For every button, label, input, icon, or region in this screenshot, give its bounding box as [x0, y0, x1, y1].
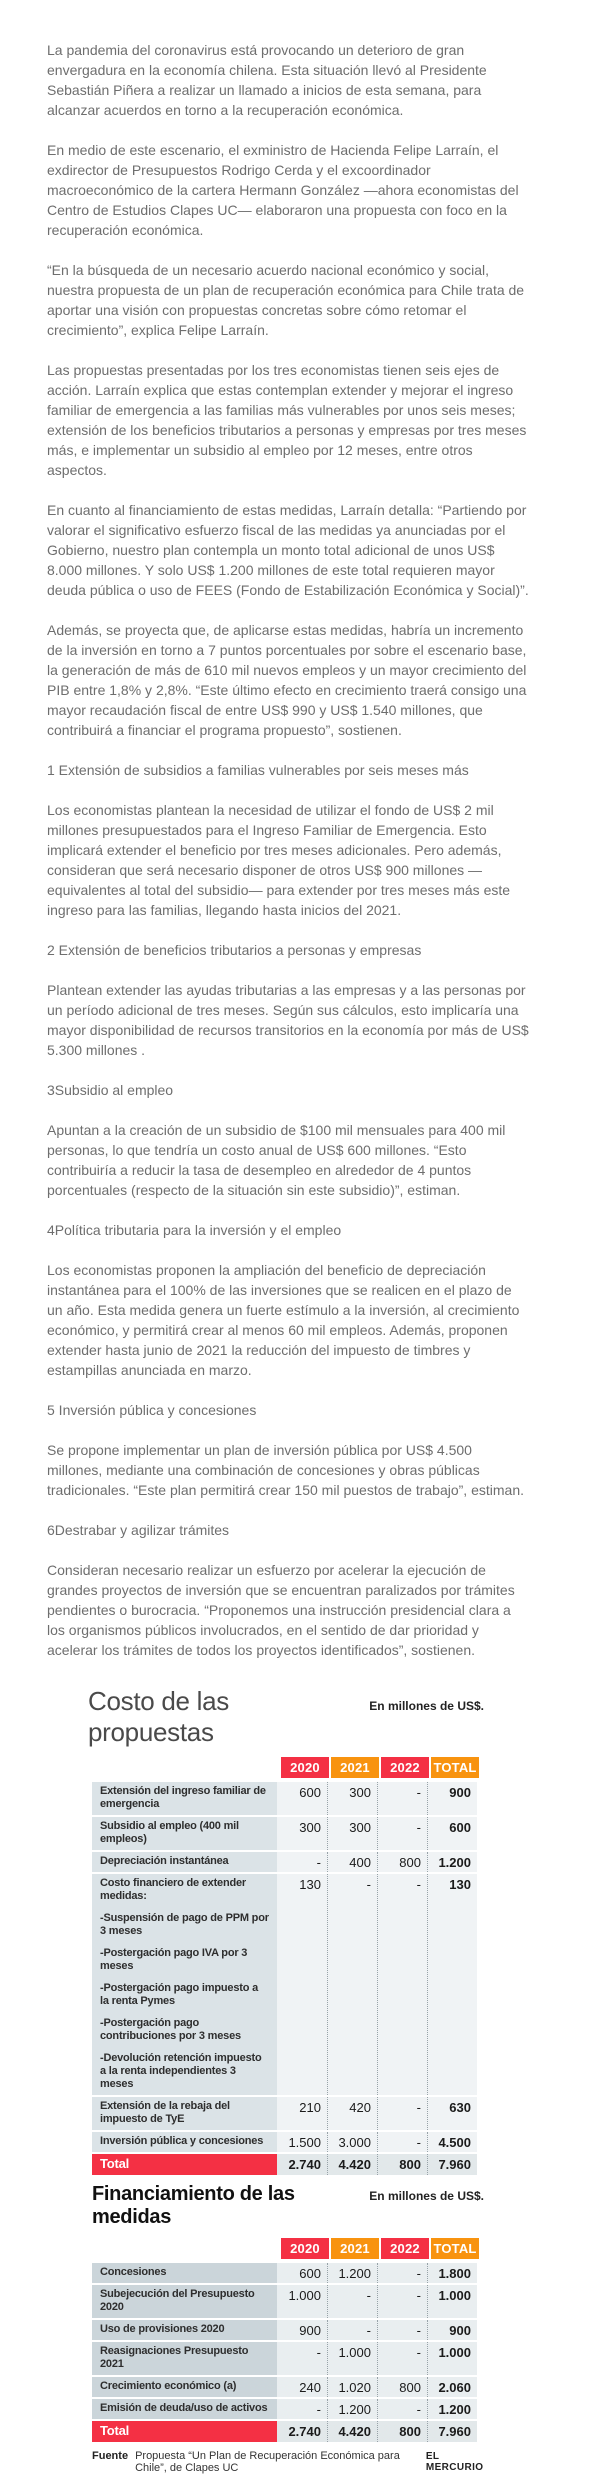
value-cell: -	[277, 2342, 327, 2375]
article-paragraph: Plantean extender las ayudas tributarias a las empresas y a las personas por un período adicional de tres meses. Según sus cálculos, esto implicaría una mayor disponibilidad de recursos transitorios en la economía por más de US$ 5.300 millones .	[47, 982, 529, 1058]
source-label: Fuente	[92, 2450, 129, 2462]
financing-table	[92, 2238, 484, 2442]
source-note	[92, 2450, 484, 2474]
financing-table-header	[92, 2183, 484, 2229]
value-cell: 800	[377, 1852, 427, 1872]
value-cell: 1.500	[277, 2132, 327, 2152]
value-cell: 600	[277, 1782, 327, 1815]
table-row	[92, 1817, 484, 1850]
row-label: Subejecución del Presupuesto 2020	[92, 2285, 277, 2318]
value-cell: 1.000	[327, 2342, 377, 2375]
column-header-2020: 2020	[281, 1757, 329, 1778]
row-label: Subsidio al empleo (400 mil empleos)	[92, 1817, 277, 1850]
value-cell: 900	[277, 2320, 327, 2340]
article-paragraph: Además, se proyecta que, de aplicarse estas medidas, habría un incremento de la inversión en torno a 7 puntos porcentuales por sobre el escenario base, la generación de más de 610 mil nuevos empleos y un mayor crecimiento del PIB entre 1,8% y 2,8%. “Este último efecto en crecimiento traerá consigo una mayor recaudación fiscal de entre US$ 990 y US$ 1.540 millones, que contribuirá a financiar el programa propuesto”, sostienen.	[47, 622, 527, 738]
table-row	[92, 2399, 484, 2419]
table-row	[92, 1874, 484, 2095]
source-text: Propuesta “Un Plan de Recuperación Económica para Chile”, de Clapes UC	[135, 2450, 400, 2474]
section-heading-1: 1 Extensión de subsidios a familias vulnerables por seis meses más	[47, 762, 469, 778]
value-cell: -	[377, 2342, 427, 2375]
row-label: Crecimiento económico (a)	[92, 2377, 277, 2397]
total-row	[92, 2421, 484, 2442]
table-row	[92, 2377, 484, 2397]
column-header-2022: 2022	[381, 1757, 429, 1778]
row-label	[92, 1874, 277, 2095]
article-paragraph: En cuanto al financiamiento de estas medidas, Larraín detalla: “Partiendo por valorar el significativo esfuerzo fiscal de las medidas ya anunciadas por el Gobierno, nuestro plan contempla un monto total adicional de unos US$ 8.000 millones. Y solo US$ 1.200 millones de este total requieren mayor deuda pública o uso de FEES (Fondo de Estabilización Económica y Social)”.	[47, 502, 529, 598]
total-label: Total	[92, 2421, 277, 2442]
value-cell: 1.200	[327, 2263, 377, 2283]
value-cell: 300	[327, 1782, 377, 1815]
total-label: Total	[92, 2154, 277, 2175]
section-heading-6: 6Destrabar y agilizar trámites	[47, 1522, 230, 1538]
article-paragraph: Las propuestas presentadas por los tres economistas tienen seis ejes de acción. Larraín explica que estas contemplan extender y mejorar el ingreso familiar de emergencia a las familias más vulnerables por unos seis meses; extensión de los beneficios tributarios a personas y empresas por tres meses más, e implementar un subsidio al empleo por 12 meses, entre otros aspectos.	[47, 362, 527, 478]
cost-table-header	[88, 1686, 484, 1748]
value-cell: 2.740	[277, 2421, 327, 2442]
value-cell: 800	[377, 2421, 427, 2442]
value-cell: -	[327, 1874, 377, 2095]
article-paragraph: Apuntan a la creación de un subsidio de $100 mil mensuales para 400 mil personas, lo que tendría un costo anual de US$ 600 millones. “Esto contribuiría a reducir la tasa de desempleo en alrededor de 4 puntos porcentuales (respecto de la situación sin este subsidio)”, estiman.	[47, 1122, 506, 1198]
value-cell: 130	[277, 1874, 327, 2095]
value-cell: 210	[277, 2097, 327, 2130]
article-paragraph: Consideran necesario realizar un esfuerzo por acelerar la ejecución de grandes proyectos de inversión que se encuentran paralizados por trámites pendientes o burocracia. “Proponemos una instrucción presidencial clara a los organismos públicos involucrados, en el sentido de dar prioridad y acelerar los trámites de todos los proyectos identificados”, sostienen.	[47, 1562, 515, 1658]
value-cell: -	[377, 2132, 427, 2152]
cost-table-column-headers	[279, 1757, 484, 1778]
table-row	[92, 2263, 484, 2283]
value-cell: 2.060	[427, 2377, 477, 2397]
value-cell: 1.800	[427, 2263, 477, 2283]
row-sublabel: -Devolución retención impuesto a la renta independientes 3 meses	[100, 2052, 262, 2090]
value-cell: 130	[427, 1874, 477, 2095]
row-sublabel: -Suspensión de pago de PPM por 3 meses	[100, 1912, 269, 1937]
row-label: Uso de provisiones 2020	[92, 2320, 277, 2340]
table-row	[92, 2285, 484, 2318]
value-cell: 240	[277, 2377, 327, 2397]
table-row	[92, 2342, 484, 2375]
row-label: Concesiones	[92, 2263, 277, 2283]
section-heading-4: 4Política tributaria para la inversión y el empleo	[47, 1222, 342, 1238]
value-cell: 900	[427, 2320, 477, 2340]
value-cell: -	[377, 2320, 427, 2340]
total-row	[92, 2154, 484, 2175]
infographic-costs-and-financing	[88, 1686, 484, 2474]
table-row	[92, 1852, 484, 1872]
value-cell: 630	[427, 2097, 477, 2130]
value-cell: 1.200	[427, 1852, 477, 1872]
value-cell: 1.000	[427, 2342, 477, 2375]
article-paragraph: La pandemia del coronavirus está provocando un deterioro de gran envergadura en la economía chilena. Esta situación llevó al Presidente Sebastián Piñera a realizar un llamado a inicios de esta semana, para alcanzar acuerdos en torno a la recuperación económica.	[47, 42, 487, 118]
value-cell: 800	[377, 2377, 427, 2397]
row-sublabel: -Postergación pago contribuciones por 3 meses	[100, 2017, 241, 2042]
value-cell: -	[377, 2097, 427, 2130]
value-cell: 600	[427, 1817, 477, 1850]
row-sublabel: -Postergación pago impuesto a la renta Pymes	[100, 1982, 259, 2007]
value-cell: 4.420	[327, 2154, 377, 2175]
value-cell: 7.960	[427, 2421, 477, 2442]
financing-table-unit: En millones de US$.	[369, 2189, 484, 2203]
cost-table-unit: En millones de US$.	[369, 1699, 484, 1713]
row-label: Depreciación instantánea	[92, 1852, 277, 1872]
row-label-main: Costo financiero de extender medidas:	[100, 1877, 246, 1902]
row-label: Emisión de deuda/uso de activos	[92, 2399, 277, 2419]
mercurio-credit: EL MERCURIO	[425, 2451, 484, 2473]
value-cell: 4.500	[427, 2132, 477, 2152]
value-cell: 420	[327, 2097, 377, 2130]
column-header-2022: 2022	[381, 2238, 429, 2259]
value-cell: -	[377, 1817, 427, 1850]
section-heading-3: 3Subsidio al empleo	[47, 1082, 174, 1098]
value-cell: 400	[327, 1852, 377, 1872]
value-cell: -	[277, 1852, 327, 1872]
value-cell: -	[377, 1782, 427, 1815]
value-cell: -	[327, 2285, 377, 2318]
value-cell: 300	[327, 1817, 377, 1850]
value-cell: 300	[277, 1817, 327, 1850]
table-row	[92, 2132, 484, 2152]
column-header-2021: 2021	[331, 2238, 379, 2259]
article-paragraph: Los economistas proponen la ampliación del beneficio de depreciación instantánea para el 100% de las inversiones que se realicen en el plazo de un año. Esta medida genera un fuerte estímulo a la inversión, al crecimiento económico, y permitirá crear al menos 60 mil empleos. Además, proponen extender hasta junio de 2021 la reducción del impuesto de timbres y estampillas anunciada en marzo.	[47, 1262, 520, 1378]
value-cell: -	[327, 2320, 377, 2340]
financing-table-column-headers	[279, 2238, 484, 2259]
value-cell: -	[377, 1874, 427, 2095]
value-cell: 800	[377, 2154, 427, 2175]
row-label: Reasignaciones Presupuesto 2021	[92, 2342, 277, 2375]
value-cell: -	[377, 2399, 427, 2419]
article-paragraph: Se propone implementar un plan de inversión pública por US$ 4.500 millones, mediante una combinación de concesiones y obras públicas tradicionales. “Este plan permitirá crear 150 mil puestos de trabajo”, estiman.	[47, 1442, 524, 1498]
value-cell: 7.960	[427, 2154, 477, 2175]
article-paragraph: “En la búsqueda de un necesario acuerdo nacional económico y social, nuestra propuesta de un plan de recuperación económica para Chile trata de aportar una visión con propuestas concretas sobre cómo retomar el crecimiento”, explica Felipe Larraín.	[47, 262, 525, 338]
column-header-total: TOTAL	[431, 1757, 479, 1778]
table-row	[92, 2320, 484, 2340]
value-cell: -	[377, 2285, 427, 2318]
cost-table-title: Costo de las propuestas	[88, 1686, 229, 1747]
column-header-2021: 2021	[331, 1757, 379, 1778]
value-cell: -	[277, 2399, 327, 2419]
row-sublabel: -Postergación pago IVA por 3 meses	[100, 1947, 248, 1972]
cost-table	[92, 1757, 484, 2175]
table-row	[92, 1782, 484, 1815]
article-paragraph: En medio de este escenario, el exministro de Hacienda Felipe Larraín, el exdirector de Presupuestos Rodrigo Cerda y el excoordinador macroeconómico de la cartera Hermann González —ahora economistas del Centro de Estudios Clapes UC— elaboraron una propuesta con foco en la recuperación económica.	[47, 142, 519, 238]
row-label: Extensión de la rebaja del impuesto de TyE	[92, 2097, 277, 2130]
value-cell: 4.420	[327, 2421, 377, 2442]
value-cell: 1.000	[427, 2285, 477, 2318]
row-label: Inversión pública y concesiones	[92, 2132, 277, 2152]
value-cell: 2.740	[277, 2154, 327, 2175]
article-paragraph: Los economistas plantean la necesidad de utilizar el fondo de US$ 2 mil millones presupuestados para el Ingreso Familiar de Emergencia. Esto implicará extender el beneficio por tres meses adicionales. Pero además, consideran que será necesario disponer de otros US$ 900 millones —equivalentes al total del subsidio— para extender por tres meses más este ingreso para las familias, llegando hasta inicios del 2021.	[47, 802, 511, 918]
financing-table-title: Financiamiento de las medidas	[92, 2183, 295, 2228]
article-text	[47, 40, 529, 1660]
table-row	[92, 2097, 484, 2130]
value-cell: 1.200	[427, 2399, 477, 2419]
value-cell: -	[377, 2263, 427, 2283]
section-heading-2: 2 Extensión de beneficios tributarios a personas y empresas	[47, 942, 422, 958]
value-cell: 600	[277, 2263, 327, 2283]
value-cell: 1.200	[327, 2399, 377, 2419]
value-cell: 3.000	[327, 2132, 377, 2152]
value-cell: 1.000	[277, 2285, 327, 2318]
column-header-total: TOTAL	[431, 2238, 479, 2259]
section-heading-5: 5 Inversión pública y concesiones	[47, 1402, 257, 1418]
column-header-2020: 2020	[281, 2238, 329, 2259]
value-cell: 900	[427, 1782, 477, 1815]
value-cell: 1.020	[327, 2377, 377, 2397]
row-label: Extensión del ingreso familiar de emergencia	[92, 1782, 277, 1815]
